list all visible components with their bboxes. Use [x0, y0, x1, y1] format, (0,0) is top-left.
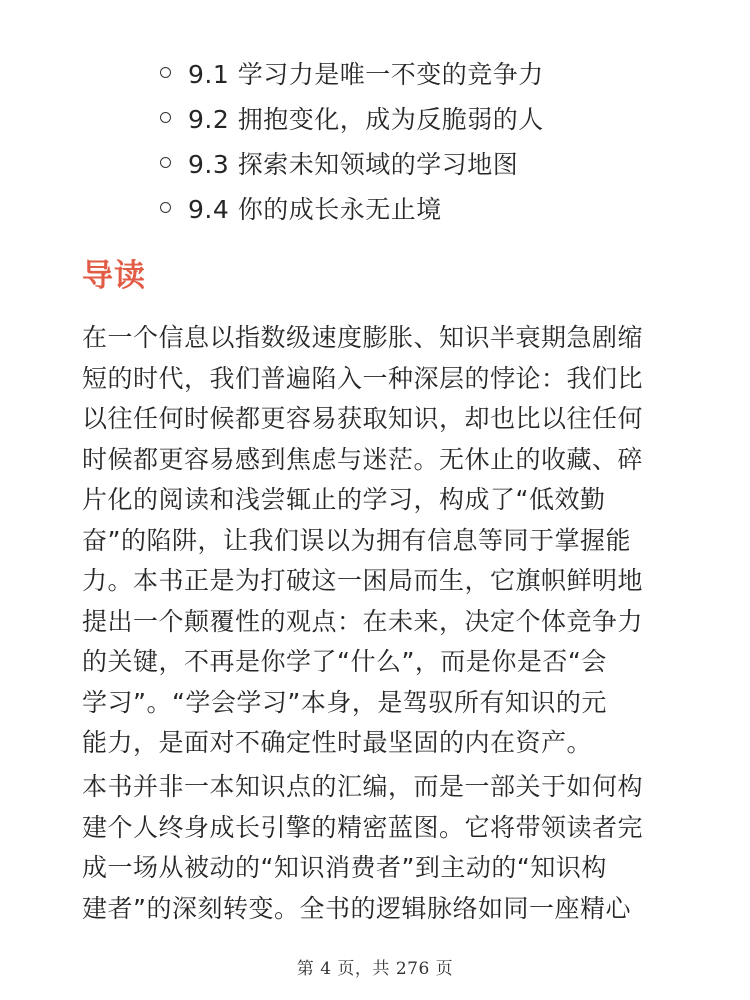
paragraph-line: 学习”。“学会学习”本身，是驾驭所有知识的元 — [82, 687, 607, 717]
hollow-circle-bullet-icon — [160, 157, 171, 168]
toc-item[interactable] — [160, 50, 720, 95]
paragraph-line: 成一场从被动的“知识消费者”到主动的“知识构 — [82, 853, 607, 882]
toc-item[interactable] — [160, 140, 720, 185]
toc-item-label: 9.3 探索未知领域的学习地图 — [188, 149, 519, 179]
paragraph-line: 短的时代，我们普遍陷入一种深层的悖论：我们比 — [82, 363, 644, 393]
toc-item-label: 9.4 你的成长永无止境 — [188, 194, 442, 224]
paragraph-line: 片化的阅读和浅尝辄止的学习，构成了“低效勤 — [82, 485, 606, 514]
hollow-circle-bullet-icon — [160, 112, 171, 123]
paragraph-line: 时候都更容易感到焦虑与迷茫。无休止的收藏、碎 — [82, 444, 644, 474]
toc-item[interactable] — [160, 95, 720, 140]
paragraph-line: 建者”的深刻转变。全书的逻辑脉络如同一座精心 — [82, 893, 631, 923]
section-heading: 导读 — [82, 258, 146, 294]
page-number-footer: 第 4 页，共 276 页 — [296, 959, 454, 979]
paragraph-line: 奋”的陷阱，让我们误以为拥有信息等同于掌握能 — [82, 525, 631, 555]
paragraph-line: 力。本书正是为打破这一困局而生，它旗帜鲜明地 — [82, 566, 644, 595]
toc-item[interactable] — [160, 185, 720, 230]
hollow-circle-bullet-icon — [160, 202, 171, 213]
paragraph-body — [82, 767, 682, 929]
paragraph-line: 本书并非一本知识点的汇编，而是一部关于如何构 — [82, 772, 644, 801]
toc-item-label: 9.2 拥抱变化，成为反脆弱的人 — [188, 104, 544, 134]
hollow-circle-bullet-icon — [160, 67, 171, 78]
paragraph-line: 的关键，不再是你学了“什么”，而是你是否“会 — [82, 647, 607, 676]
paragraph-line: 能力，是面对不确定性时最坚固的内在资产。 — [82, 728, 593, 757]
paragraph-line: 以往任何时候都更容易获取知识，却也比以往任何 — [82, 404, 644, 433]
toc-list — [160, 50, 720, 230]
paragraph-intro — [82, 318, 682, 764]
paragraph-line: 提出一个颠覆性的观点：在未来，决定个体竞争力 — [82, 606, 644, 636]
paragraph-line: 在一个信息以指数级速度膨胀、知识半衰期急剧缩 — [82, 323, 644, 352]
paragraph-line: 建个人终身成长引擎的精密蓝图。它将带领读者完 — [82, 812, 644, 842]
toc-item-label: 9.1 学习力是唯一不变的竞争力 — [188, 59, 544, 89]
